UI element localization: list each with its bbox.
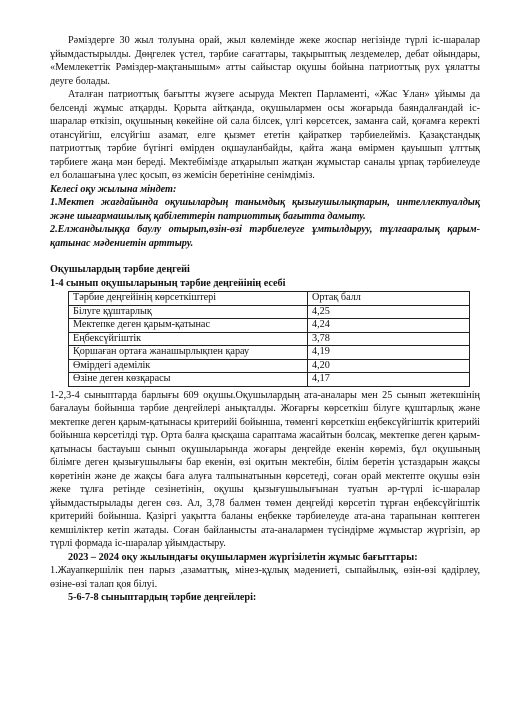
task-heading: Келесі оқу жылына міндет: — [50, 183, 177, 195]
table-cell-indicator: Еңбексүйгіштік — [69, 332, 308, 346]
spacer — [50, 250, 480, 263]
paragraph-analysis: 1-2,3-4 сыныптарда барлығы 609 оқушы.Оқушылардың ата-аналары мен 25 сынып жетекшінің бағалауы бойынша тәрбие деңгейлері анықталды. Жоғарғы көрсеткіш білуге құштарлық және мектепке деген қарым-қатынасы критерийі бойынша, төменгі көрсеткіш еңбексүйгіштік критерийі бойынша көрсетілді тұр. Орта балға қысқаша сараптама жасайтын болсақ, мектепке деген қарым-қатынасы бастауыш сынып оқушыларында жоғары деңгейде екенін көреміз, бұл оқушының білімге деген қызығушылығы бар екенін, өзі оқитын мектебін, білім беретін ұстаздарын жақсы көретінін және де жақсы баға алуға талпынатынын көрсетеді, соған орай мектепте оқушы өзін жеке тұлға ретінде сезінетінін, оқушы қызығушылығынан туатын әр-түрлі іс-шаралар ұйымдастырылады деген сөз. Ал, 3,78 балмен төмен деңгейді көрсетіп тұрған еңбексүйгіштік критерийі бойынша. Қазіргі уақытта баланы еңбекке тәрбиелеуде ата-ана тарапынан көптеген кемшіліктер кетіп жатады. Соған байланысты ата-аналармен түсіндірме жұмыстар жүргізіп, әр түрлі формада іс-шаралар ұйымдастыру. — [50, 389, 480, 549]
table-cell-score: 4,19 — [308, 346, 470, 360]
table-cell-score: 4,17 — [308, 373, 470, 387]
paragraph-patriotic: Аталған патриоттық бағытты жүзеге асыруда Мектеп Парламенті, «Жас Ұлан» ұйымы да белсенді жұмыс атқарды. Қорыта айтқанда, оқушылармен осы жоғарыда баяндалғандай іс-шаралар өткізіп, оқушының көкейіне ой сала білсек, үлгі көрсетсек, заманға сай, қоғамға керекті отансүйгіш, елсүйгіш азамат, елге қызмет ететін қайраткер тәрбиелейміз. Қазақстандық патриоттық тәрбие бүгінгі өмірден оқшауланбайды, қайта жаңа өмірмен қауышып ұлттық тәрбиеге жаңа мән береді. Мектебімізде атқарылып жатқан жұмыстар саналы ұрпақ тәрбиелеуде ел болашағына үлес қосып, өз жемісін беретініне сенімдіміз. — [50, 89, 480, 181]
paragraph-symbols: Рәміздерге 30 жыл толуына орай, жыл көлемінде жеке жоспар негізінде түрлі іс-шаралар ұйымдастырылды. Дөңгелек үстел, тәрбие сағаттары, тақырыптық лездемелер, дебат ойындары, «Мемлекеттік Рәміздер-мақтанышым» атты сайыстар оқушы бойына патриоттық рух ұялатты деуге болады. — [50, 35, 480, 87]
table-cell-score: 4,20 — [308, 359, 470, 373]
table-cell-indicator: Қоршаған ортаға жанашырлықпен қарау — [69, 346, 308, 360]
paragraph-direction-1: 1.Жауапкершілік пен парыз ,азаматтық, мінез-құлық мәдениеті, сыпайылық, өзін-өзі қадірлеу, өзіне-өзі талап қоя білуі. — [50, 565, 480, 590]
table-row — [69, 305, 470, 319]
table-row — [69, 319, 470, 333]
document-page — [50, 34, 480, 605]
section-heading-grades: 5-6-7-8 сыныптардың тәрбие деңгейлері: — [68, 592, 257, 603]
section-heading-level: Оқушылардың тәрбие деңгейі — [50, 264, 190, 275]
table-row — [69, 346, 470, 360]
table-caption: 1-4 сынып оқушыларының тәрбие деңгейінің есебі — [50, 277, 286, 289]
table-header-row — [69, 292, 470, 306]
table-cell-indicator: Білуге құштарлық — [69, 305, 308, 319]
table-cell-indicator: Өмірдегі әдемілік — [69, 359, 308, 373]
task-item-1: 1.Мектеп жағдайында оқушылардың танымдық қызығушылықтарын, интеллектуалдық және шығармашылық қабілеттерін патриоттық бағытта дамыту. — [50, 197, 480, 222]
table-cell-indicator: Өзіне деген көзқарасы — [69, 373, 308, 387]
table-header-indicator: Тәрбие деңгейінің көрсеткіштері — [69, 292, 308, 306]
table-cell-indicator: Мектепке деген қарым-қатынас — [69, 319, 308, 333]
section-heading-year: 2023 – 2024 оқу жылындағы оқушылармен жүргізілетін жұмыс бағыттары: — [68, 551, 418, 563]
table-cell-score: 4,25 — [308, 305, 470, 319]
table-cell-score: 3,78 — [308, 332, 470, 346]
table-cell-score: 4,24 — [308, 319, 470, 333]
table-row — [69, 359, 470, 373]
table-header-score: Ортақ балл — [308, 292, 470, 306]
upbringing-level-table — [68, 291, 470, 387]
table-row — [69, 373, 470, 387]
task-item-2: 2.Елжандылыққа баулу отырып,өзін-өзі тәрбиелеуге ұмтылдыруу, тұлғааралық қарым-қатынас мәдениетін арттыру. — [50, 224, 480, 249]
table-row — [69, 332, 470, 346]
